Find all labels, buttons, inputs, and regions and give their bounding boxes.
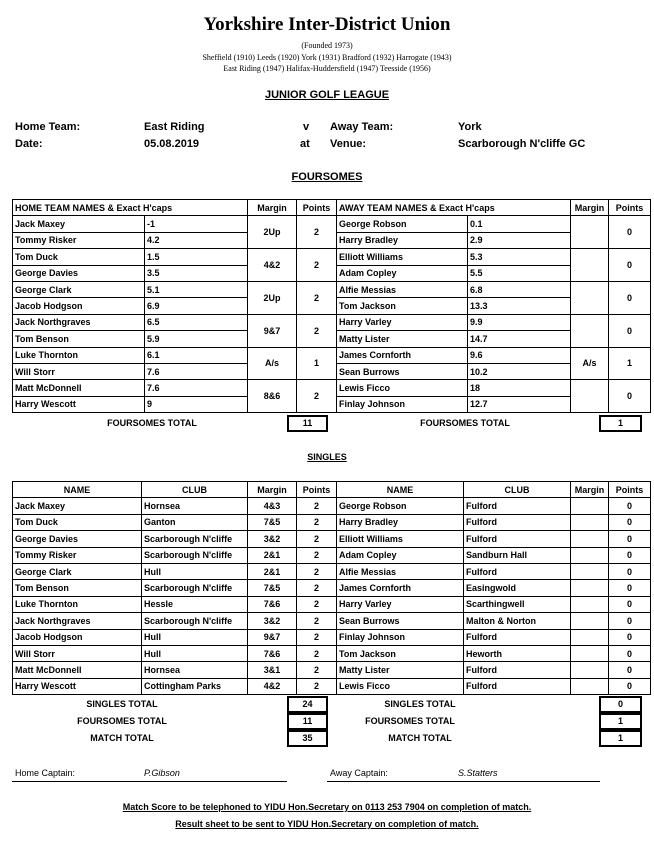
away-points: 0 [609, 498, 651, 514]
away-player-name: Finlay Johnson [337, 396, 468, 412]
home-margin: 3&2 [248, 531, 297, 547]
away-player-name: Lewis Ficco [337, 678, 464, 694]
foursomes-header-row [13, 200, 651, 216]
away-foursomes-total: 1 [599, 415, 642, 432]
home-player-name: George Davies [13, 531, 142, 547]
away-player-name: Elliott Williams [337, 531, 464, 547]
away-points: 0 [609, 613, 651, 629]
home-points: 2 [297, 645, 337, 661]
home-foursomes-total-label: FOURSOMES TOTAL [107, 418, 197, 428]
home-player-handicap: 5.1 [145, 281, 248, 297]
away-player-club: Heworth [464, 645, 571, 661]
home-pair-margin: 4&2 [248, 249, 297, 282]
away-pair-points: 0 [609, 216, 651, 249]
home-player-name: Jacob Hodgson [13, 298, 145, 314]
away-points: 0 [609, 547, 651, 563]
away-player-name: Harry Varley [337, 596, 464, 612]
home-player-name: George Davies [13, 265, 145, 281]
home-player-handicap: 7.6 [145, 380, 248, 396]
away-margin [571, 514, 609, 530]
home-player-name: George Clark [13, 563, 142, 579]
home-team-label: Home Team: [15, 121, 81, 133]
home-points: 2 [297, 563, 337, 579]
away-margin [571, 531, 609, 547]
home-player-name: Jack Maxey [13, 498, 142, 514]
home-pair-margin: A/s [248, 347, 297, 380]
singles-row [13, 662, 651, 678]
home-player-handicap: -1 [145, 216, 248, 232]
home-player-club: Cottingham Parks [142, 678, 248, 694]
home-points: 2 [297, 547, 337, 563]
home-player-handicap: 1.5 [145, 249, 248, 265]
home-player-name: Tom Benson [13, 331, 145, 347]
club-header: CLUB [142, 482, 248, 498]
away-pair-points: 0 [609, 380, 651, 413]
away-team-label: Away Team: [330, 121, 394, 133]
singles-heading: SINGLES [307, 452, 347, 462]
home-pair-points: 2 [297, 380, 337, 413]
away-player-name: James Cornforth [337, 580, 464, 596]
home-captain-name: P.Gibson [144, 768, 180, 778]
result-sheet-note: Result sheet to be sent to YIDU Hon.Secretary on completion of match. [175, 819, 479, 829]
foursomes-row [13, 281, 651, 297]
away-player-name: Matty Lister [337, 662, 464, 678]
home-player-club: Scarborough N'cliffe [142, 580, 248, 596]
away-points: 0 [609, 531, 651, 547]
home-margin: 4&3 [248, 498, 297, 514]
home-points: 2 [297, 596, 337, 612]
home-player-club: Hornsea [142, 662, 248, 678]
foursomes-row [13, 216, 651, 232]
margin-header: Margin [571, 482, 609, 498]
singles-table [12, 481, 651, 695]
away-player-handicap: 2.9 [468, 232, 571, 248]
away-player-club: Fulford [464, 629, 571, 645]
foursomes-total-label: FOURSOMES TOTAL [77, 716, 167, 726]
founded-line: (Founded 1973) [301, 41, 353, 50]
home-player-name: Luke Thornton [13, 596, 142, 612]
vs-label: v [303, 121, 310, 133]
home-player-club: Scarborough N'cliffe [142, 613, 248, 629]
home-margin: 7&5 [248, 580, 297, 596]
away-player-name: Harry Varley [337, 314, 468, 330]
singles-row [13, 596, 651, 612]
singles-total-label: SINGLES TOTAL [86, 699, 158, 709]
away-player-name: Tom Jackson [337, 645, 464, 661]
home-points: 2 [297, 514, 337, 530]
home-player-name: Harry Wescott [13, 396, 145, 412]
points-header: Points [297, 482, 337, 498]
home-margin: 7&6 [248, 596, 297, 612]
away-points: 0 [609, 596, 651, 612]
home-foursomes-total-summary: 11 [287, 713, 328, 730]
home-singles-total: 24 [287, 696, 328, 713]
singles-row [13, 613, 651, 629]
away-player-name: Alfie Messias [337, 563, 464, 579]
club-header: CLUB [464, 482, 571, 498]
away-player-name: Sean Burrows [337, 363, 468, 379]
away-player-handicap: 9.9 [468, 314, 571, 330]
foursomes-total-label-away: FOURSOMES TOTAL [365, 716, 455, 726]
away-pair-points: 0 [609, 314, 651, 347]
away-margin [571, 662, 609, 678]
margin-header: Margin [571, 200, 609, 216]
home-player-name: Matt McDonnell [13, 662, 142, 678]
home-player-handicap: 3.5 [145, 265, 248, 281]
home-captain-line [12, 781, 287, 782]
singles-row [13, 498, 651, 514]
points-header: Points [297, 200, 337, 216]
singles-total-label-away: SINGLES TOTAL [384, 699, 456, 709]
foursomes-table [12, 199, 651, 413]
home-player-handicap: 7.6 [145, 363, 248, 379]
singles-row [13, 645, 651, 661]
home-points: 2 [297, 629, 337, 645]
margin-header: Margin [248, 200, 297, 216]
foursomes-row [13, 249, 651, 265]
away-points: 0 [609, 563, 651, 579]
away-player-name: James Cornforth [337, 347, 468, 363]
away-player-handicap: 14.7 [468, 331, 571, 347]
away-margin [571, 678, 609, 694]
home-player-club: Ganton [142, 514, 248, 530]
home-pair-margin: 2Up [248, 216, 297, 249]
home-pair-points: 2 [297, 249, 337, 282]
away-player-handicap: 9.6 [468, 347, 571, 363]
telephone-note: Match Score to be telephoned to YIDU Hon.Secretary on 0113 253 7904 on completion of match. [122, 802, 532, 812]
home-pair-margin: 9&7 [248, 314, 297, 347]
away-points: 0 [609, 580, 651, 596]
home-points: 2 [297, 531, 337, 547]
foursomes-row [13, 347, 651, 363]
away-player-club: Easingwold [464, 580, 571, 596]
away-pair-margin [571, 281, 609, 314]
home-player-name: Matt McDonnell [13, 380, 145, 396]
league-title: JUNIOR GOLF LEAGUE [264, 89, 390, 101]
points-header: Points [609, 482, 651, 498]
away-player-handicap: 6.8 [468, 281, 571, 297]
home-player-name: Jack Maxey [13, 216, 145, 232]
home-margin: 9&7 [248, 629, 297, 645]
home-player-club: Scarborough N'cliffe [142, 547, 248, 563]
away-player-name: Finlay Johnson [337, 629, 464, 645]
away-points: 0 [609, 629, 651, 645]
away-captain-label: Away Captain: [330, 768, 388, 778]
home-margin: 3&1 [248, 662, 297, 678]
away-player-club: Scarthingwell [464, 596, 571, 612]
home-points: 2 [297, 678, 337, 694]
away-pair-margin: A/s [571, 347, 609, 380]
venue-label: Venue: [330, 138, 367, 150]
away-player-club: Fulford [464, 514, 571, 530]
away-player-name: Harry Bradley [337, 232, 468, 248]
points-header: Points [609, 200, 651, 216]
away-player-club: Fulford [464, 678, 571, 694]
home-player-name: Jacob Hodgson [13, 629, 142, 645]
away-captain-name: S.Statters [458, 768, 498, 778]
home-player-name: Tom Duck [13, 249, 145, 265]
away-player-name: Adam Copley [337, 265, 468, 281]
date-label: Date: [15, 138, 43, 150]
away-captain-line [327, 781, 600, 782]
away-margin [571, 596, 609, 612]
away-player-club: Fulford [464, 563, 571, 579]
home-player-name: Will Storr [13, 645, 142, 661]
away-player-club: Malton & Norton [464, 613, 571, 629]
away-player-handicap: 0.1 [468, 216, 571, 232]
home-player-handicap: 5.9 [145, 331, 248, 347]
home-margin: 4&2 [248, 678, 297, 694]
away-player-name: Tom Jackson [337, 298, 468, 314]
away-margin [571, 580, 609, 596]
singles-row [13, 629, 651, 645]
away-points: 0 [609, 662, 651, 678]
date-value: 05.08.2019 [144, 138, 200, 150]
away-player-name: Matty Lister [337, 331, 468, 347]
away-margin [571, 613, 609, 629]
away-points: 0 [609, 645, 651, 661]
name-header: NAME [13, 482, 142, 498]
home-player-club: Scarborough N'cliffe [142, 531, 248, 547]
away-player-name: Harry Bradley [337, 514, 464, 530]
home-names-header: HOME TEAM NAMES & Exact H'caps [13, 200, 248, 216]
away-player-name: Elliott Williams [337, 249, 468, 265]
home-player-club: Hull [142, 629, 248, 645]
away-pair-margin [571, 314, 609, 347]
away-pair-margin [571, 216, 609, 249]
match-total-label: MATCH TOTAL [90, 733, 154, 743]
home-margin: 2&1 [248, 563, 297, 579]
home-points: 2 [297, 498, 337, 514]
home-player-club: Hull [142, 645, 248, 661]
home-foursomes-total: 11 [287, 415, 328, 432]
away-foursomes-total-label: FOURSOMES TOTAL [420, 418, 510, 428]
away-points: 0 [609, 514, 651, 530]
home-pair-points: 2 [297, 281, 337, 314]
home-player-name: George Clark [13, 281, 145, 297]
away-player-club: Fulford [464, 531, 571, 547]
home-points: 2 [297, 613, 337, 629]
margin-header: Margin [248, 482, 297, 498]
home-margin: 2&1 [248, 547, 297, 563]
foursomes-heading: FOURSOMES [291, 171, 363, 183]
home-player-handicap: 6.9 [145, 298, 248, 314]
home-pair-points: 1 [297, 347, 337, 380]
away-player-name: George Robson [337, 498, 464, 514]
home-captain-label: Home Captain: [15, 768, 76, 778]
home-pair-margin: 8&6 [248, 380, 297, 413]
name-header: NAME [337, 482, 464, 498]
away-player-name: Alfie Messias [337, 281, 468, 297]
home-margin: 7&5 [248, 514, 297, 530]
home-player-name: Harry Wescott [13, 678, 142, 694]
away-margin [571, 547, 609, 563]
away-margin [571, 498, 609, 514]
away-foursomes-total-summary: 1 [599, 713, 642, 730]
away-player-handicap: 13.3 [468, 298, 571, 314]
home-margin: 7&6 [248, 645, 297, 661]
home-player-club: Hessle [142, 596, 248, 612]
home-player-name: Will Storr [13, 363, 145, 379]
foursomes-row [13, 380, 651, 396]
away-pair-margin [571, 380, 609, 413]
away-player-name: Lewis Ficco [337, 380, 468, 396]
districts-line-1: Sheffield (1910) Leeds (1920) York (1931) Bradford (1932) Harrogate (1943) [202, 53, 452, 62]
home-player-name: Jack Northgraves [13, 314, 145, 330]
away-player-handicap: 18 [468, 380, 571, 396]
away-margin [571, 645, 609, 661]
home-player-club: Hull [142, 563, 248, 579]
away-margin [571, 629, 609, 645]
home-player-handicap: 4.2 [145, 232, 248, 248]
home-player-name: Tommy Risker [13, 547, 142, 563]
home-player-name: Tom Duck [13, 514, 142, 530]
away-player-handicap: 10.2 [468, 363, 571, 379]
home-player-name: Tom Benson [13, 580, 142, 596]
singles-row [13, 531, 651, 547]
away-player-handicap: 5.3 [468, 249, 571, 265]
home-pair-points: 2 [297, 216, 337, 249]
home-player-name: Jack Northgraves [13, 613, 142, 629]
union-title: Yorkshire Inter-District Union [203, 14, 451, 35]
away-names-header: AWAY TEAM NAMES & Exact H'caps [337, 200, 571, 216]
away-pair-points: 1 [609, 347, 651, 380]
home-player-handicap: 6.5 [145, 314, 248, 330]
away-match-total: 1 [599, 730, 642, 747]
home-player-name: Luke Thornton [13, 347, 145, 363]
away-player-name: Adam Copley [337, 547, 464, 563]
home-match-total: 35 [287, 730, 328, 747]
match-total-label-away: MATCH TOTAL [388, 733, 452, 743]
venue-value: Scarborough N'cliffe GC [458, 138, 586, 150]
home-player-club: Hornsea [142, 498, 248, 514]
away-player-name: George Robson [337, 216, 468, 232]
away-pair-points: 0 [609, 281, 651, 314]
home-margin: 3&2 [248, 613, 297, 629]
away-pair-margin [571, 249, 609, 282]
away-player-club: Sandburn Hall [464, 547, 571, 563]
singles-row [13, 678, 651, 694]
away-points: 0 [609, 678, 651, 694]
away-player-club: Fulford [464, 498, 571, 514]
home-points: 2 [297, 580, 337, 596]
singles-row [13, 514, 651, 530]
singles-row [13, 580, 651, 596]
home-team-value: East Riding [144, 121, 205, 133]
singles-row [13, 563, 651, 579]
away-margin [571, 563, 609, 579]
away-player-handicap: 12.7 [468, 396, 571, 412]
away-player-handicap: 5.5 [468, 265, 571, 281]
home-player-name: Tommy Risker [13, 232, 145, 248]
home-player-handicap: 6.1 [145, 347, 248, 363]
foursomes-row [13, 314, 651, 330]
home-points: 2 [297, 662, 337, 678]
away-team-value: York [458, 121, 482, 133]
away-pair-points: 0 [609, 249, 651, 282]
away-singles-total: 0 [599, 696, 642, 713]
away-player-club: Fulford [464, 662, 571, 678]
home-pair-margin: 2Up [248, 281, 297, 314]
singles-header-row [13, 482, 651, 498]
at-label: at [300, 138, 310, 150]
districts-line-2: East Riding (1947) Halifax-Huddersfield (1947) Teesside (1956) [223, 64, 431, 73]
away-player-name: Sean Burrows [337, 613, 464, 629]
singles-row [13, 547, 651, 563]
home-player-handicap: 9 [145, 396, 248, 412]
home-pair-points: 2 [297, 314, 337, 347]
